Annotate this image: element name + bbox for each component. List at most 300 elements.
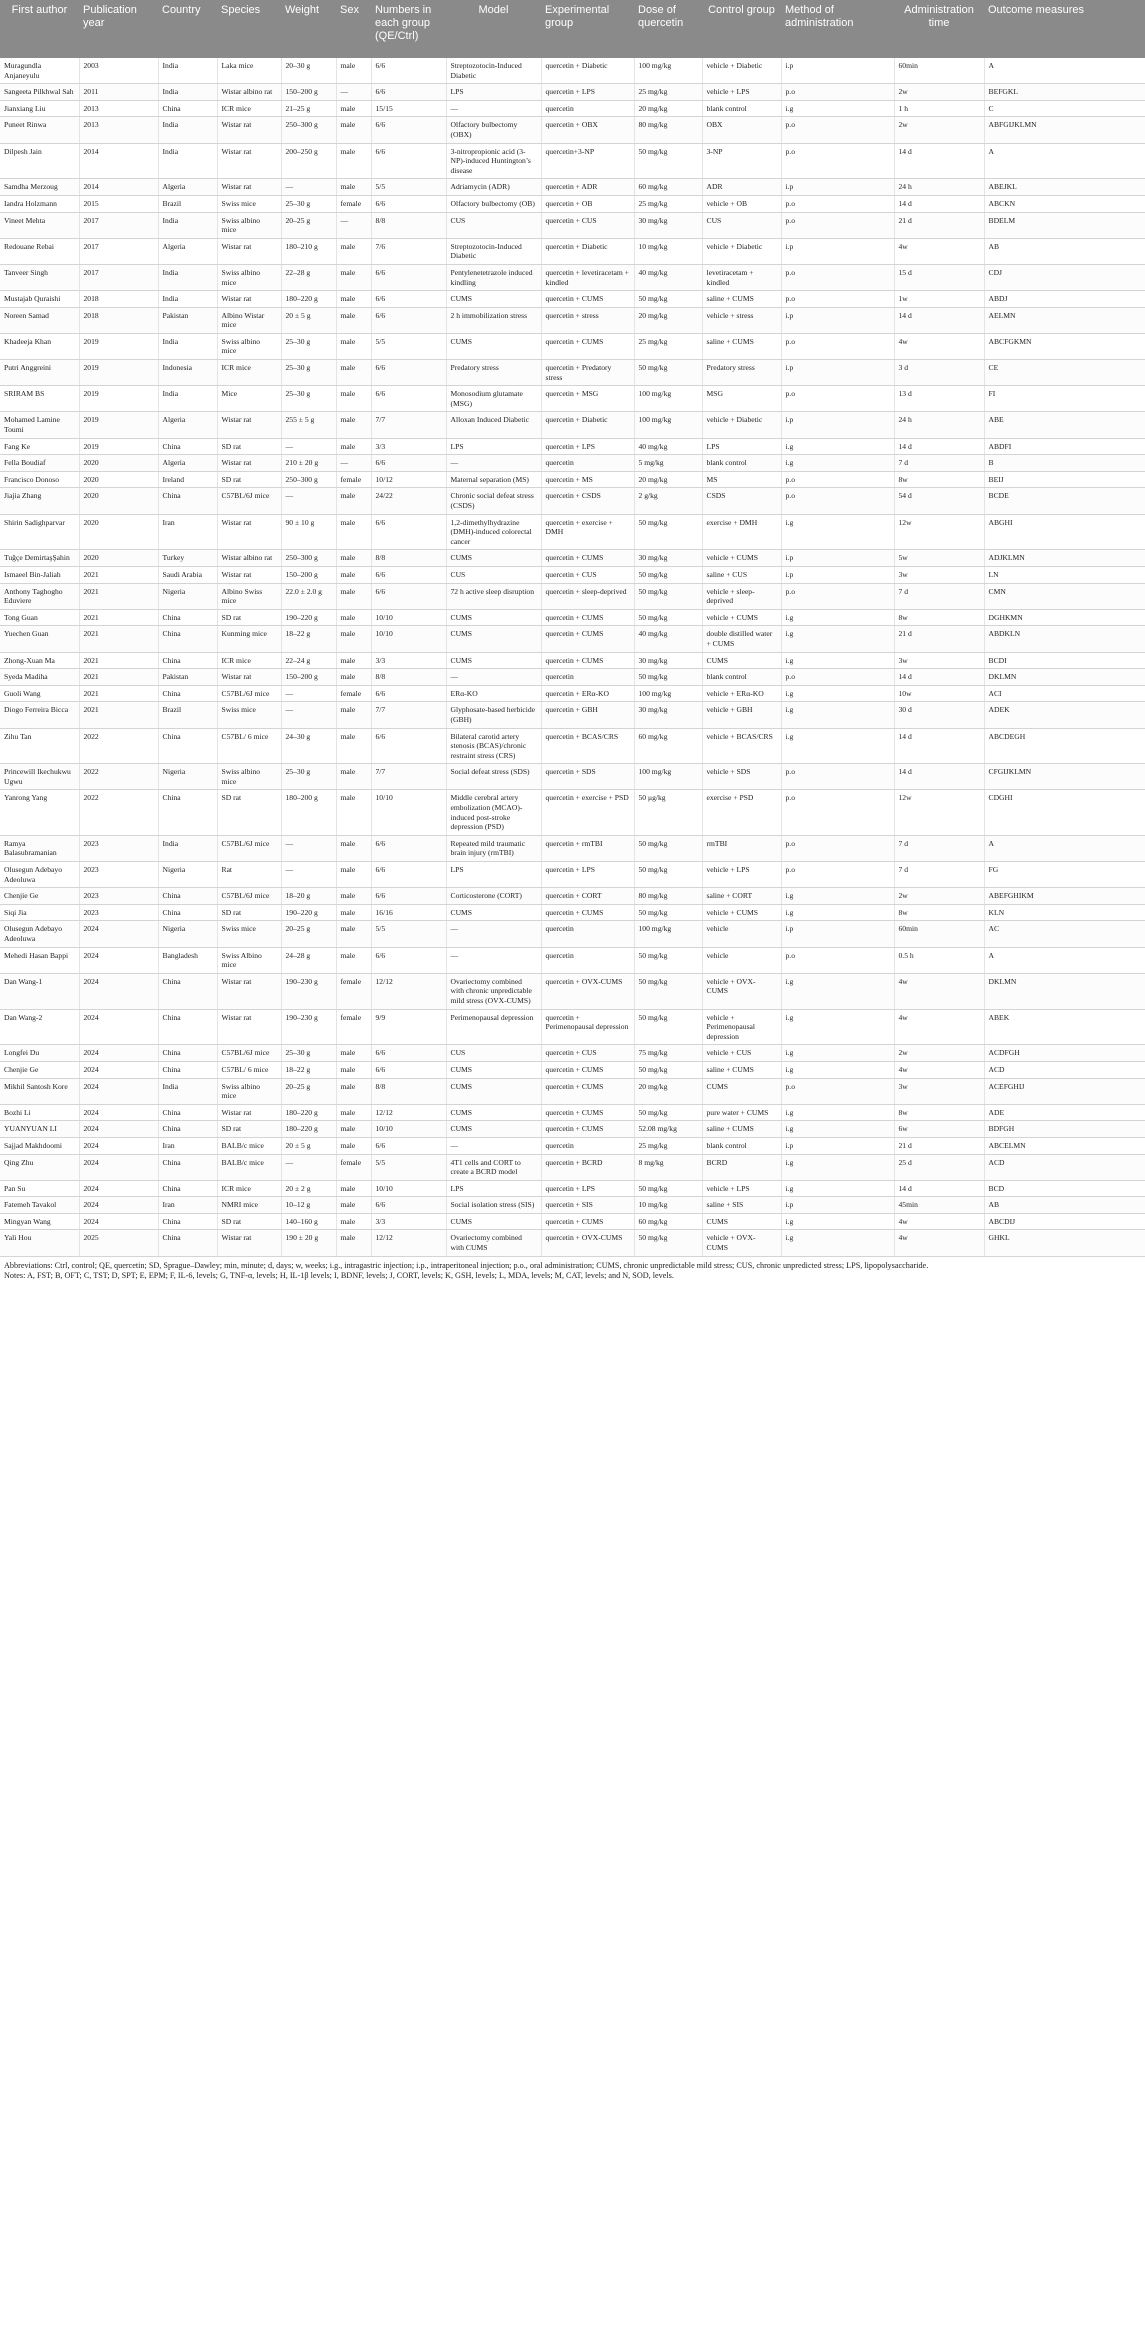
column-header: Outcome measures	[984, 0, 1145, 58]
table-cell: Bangladesh	[158, 947, 217, 973]
table-cell: Wistar rat	[217, 238, 281, 264]
table-cell: 2022	[79, 790, 158, 835]
table-cell: CMN	[984, 583, 1145, 609]
table-cell: 100 mg/kg	[634, 386, 702, 412]
table-cell: OBX	[702, 117, 781, 143]
table-cell: 54 d	[894, 488, 984, 514]
table-cell: 25 mg/kg	[634, 84, 702, 101]
table-cell: male	[336, 669, 371, 686]
table-cell: quercetin + SIS	[541, 1197, 634, 1214]
table-cell: 14 d	[894, 728, 984, 764]
table-cell: vehicle + BCAS/CRS	[702, 728, 781, 764]
table-cell: 18–22 g	[281, 626, 336, 652]
table-row	[0, 58, 1145, 84]
table-cell: 2024	[79, 1009, 158, 1045]
table-cell: quercetin + CUMS	[541, 291, 634, 308]
table-cell: A	[984, 143, 1145, 179]
table-cell: 6/6	[371, 888, 446, 905]
table-cell: Sangeeta Pilkhwal Sah	[0, 84, 79, 101]
table-row	[0, 685, 1145, 702]
table-cell: quercetin + ADR	[541, 179, 634, 196]
table-cell: Wistar albino rat	[217, 550, 281, 567]
table-cell: ACDFGH	[984, 1045, 1145, 1062]
table-cell: Noreen Samad	[0, 307, 79, 333]
column-header: Model	[446, 0, 541, 58]
table-cell: Wistar rat	[217, 412, 281, 438]
table-cell: ABCDEGH	[984, 728, 1145, 764]
table-cell: i.g	[781, 1045, 894, 1062]
table-cell: China	[158, 1121, 217, 1138]
table-cell: Tong Guan	[0, 609, 79, 626]
table-cell: 40 mg/kg	[634, 438, 702, 455]
table-cell: male	[336, 609, 371, 626]
table-cell: CDGHI	[984, 790, 1145, 835]
table-cell: CUMS	[446, 291, 541, 308]
table-cell: ABCELMN	[984, 1137, 1145, 1154]
table-cell: male	[336, 360, 371, 386]
table-row	[0, 179, 1145, 196]
table-cell: quercetin + GBH	[541, 702, 634, 728]
table-row	[0, 471, 1145, 488]
table-cell: p.o	[781, 669, 894, 686]
table-row	[0, 566, 1145, 583]
table-cell: quercetin + OVX-CUMS	[541, 1230, 634, 1256]
table-cell: 6/6	[371, 1137, 446, 1154]
table-cell: 22–28 g	[281, 264, 336, 290]
column-header: Numbers in each group (QE/Ctrl)	[371, 0, 446, 58]
table-cell: Algeria	[158, 179, 217, 196]
table-cell: 250–300 g	[281, 550, 336, 567]
table-cell: male	[336, 412, 371, 438]
table-cell: 25–30 g	[281, 195, 336, 212]
table-cell: quercetin + CUMS	[541, 1104, 634, 1121]
table-cell: 200–250 g	[281, 143, 336, 179]
table-cell: CUS	[446, 212, 541, 238]
table-cell: 30 mg/kg	[634, 212, 702, 238]
table-cell: 60 mg/kg	[634, 728, 702, 764]
table-cell: —	[281, 702, 336, 728]
table-cell: C57BL/6J mice	[217, 888, 281, 905]
table-cell: Indonesia	[158, 360, 217, 386]
table-cell: ERα-KO	[446, 685, 541, 702]
table-cell: i.p	[781, 360, 894, 386]
table-cell: 2019	[79, 333, 158, 359]
table-cell: 2017	[79, 238, 158, 264]
table-cell: quercetin + CUMS	[541, 652, 634, 669]
table-cell: ACD	[984, 1061, 1145, 1078]
table-cell: 6/6	[371, 58, 446, 84]
table-cell: 10/12	[371, 471, 446, 488]
table-cell: saline + CUMS	[702, 1121, 781, 1138]
table-cell: male	[336, 514, 371, 550]
table-cell: 14 d	[894, 438, 984, 455]
table-cell: China	[158, 1061, 217, 1078]
table-cell: 2013	[79, 117, 158, 143]
table-cell: 50 mg/kg	[634, 143, 702, 179]
table-cell: Rat	[217, 862, 281, 888]
table-cell: C57BL/6J mice	[217, 1045, 281, 1062]
table-cell: p.o	[781, 488, 894, 514]
table-row	[0, 514, 1145, 550]
table-cell: ABGHI	[984, 514, 1145, 550]
table-cell: 3/3	[371, 652, 446, 669]
table-cell: quercetin	[541, 669, 634, 686]
table-cell: 25 mg/kg	[634, 195, 702, 212]
table-cell: vehicle	[702, 947, 781, 973]
table-cell: Alloxan Induced Diabetic	[446, 412, 541, 438]
table-cell: 190–220 g	[281, 609, 336, 626]
table-cell: Wistar rat	[217, 566, 281, 583]
table-cell: 4w	[894, 238, 984, 264]
table-cell: ABE	[984, 412, 1145, 438]
table-cell: CUMS	[446, 626, 541, 652]
table-cell: Wistar rat	[217, 179, 281, 196]
table-cell: p.o	[781, 764, 894, 790]
table-cell: 20 ± 2 g	[281, 1180, 336, 1197]
table-cell: SRIRAM BS	[0, 386, 79, 412]
table-cell: i.g	[781, 888, 894, 905]
table-cell: Wistar rat	[217, 1009, 281, 1045]
table-cell: Tanveer Singh	[0, 264, 79, 290]
table-cell: quercetin+3-NP	[541, 143, 634, 179]
table-cell: CUMS	[702, 1078, 781, 1104]
table-cell: China	[158, 652, 217, 669]
table-cell: male	[336, 728, 371, 764]
column-header: Publication year	[79, 0, 158, 58]
table-cell: 2022	[79, 728, 158, 764]
table-cell: Princewill Ikechukwu Ugwu	[0, 764, 79, 790]
table-row	[0, 609, 1145, 626]
table-cell: China	[158, 1180, 217, 1197]
table-row	[0, 1230, 1145, 1256]
table-cell: MSG	[702, 386, 781, 412]
table-cell: i.g	[781, 1121, 894, 1138]
table-cell: ABEFGHIKM	[984, 888, 1145, 905]
table-cell: male	[336, 58, 371, 84]
table-cell: BALB/c mice	[217, 1154, 281, 1180]
table-cell: 2020	[79, 471, 158, 488]
table-cell: India	[158, 143, 217, 179]
table-cell: Pentylenetetrazole induced kindling	[446, 264, 541, 290]
table-cell: 2023	[79, 904, 158, 921]
table-cell: 190–230 g	[281, 1009, 336, 1045]
table-cell: i.g	[781, 626, 894, 652]
table-cell: 50 mg/kg	[634, 1061, 702, 1078]
table-cell: 180–220 g	[281, 1104, 336, 1121]
table-cell: p.o	[781, 862, 894, 888]
table-cell: 4w	[894, 1230, 984, 1256]
table-cell: Vineet Mehta	[0, 212, 79, 238]
table-cell: 6/6	[371, 291, 446, 308]
table-cell: 250–300 g	[281, 471, 336, 488]
table-cell: 6/6	[371, 1197, 446, 1214]
table-cell: Mikhil Santosh Kore	[0, 1078, 79, 1104]
column-header: First author	[0, 0, 79, 58]
table-cell: quercetin + OVX-CUMS	[541, 973, 634, 1009]
table-cell: male	[336, 1197, 371, 1214]
table-cell: 8w	[894, 1104, 984, 1121]
table-cell: 8/8	[371, 212, 446, 238]
table-cell: 10w	[894, 685, 984, 702]
table-cell: 25 mg/kg	[634, 1137, 702, 1154]
table-cell: C57BL/6J mice	[217, 835, 281, 861]
table-cell: i.g	[781, 1061, 894, 1078]
table-cell: 8/8	[371, 550, 446, 567]
table-cell: 25–30 g	[281, 386, 336, 412]
table-cell: Adriamycin (ADR)	[446, 179, 541, 196]
table-cell: ICR mice	[217, 100, 281, 117]
table-row	[0, 728, 1145, 764]
table-cell: 16/16	[371, 904, 446, 921]
table-cell: CUS	[446, 1045, 541, 1062]
table-cell: Puneet Rinwa	[0, 117, 79, 143]
table-cell: 100 mg/kg	[634, 685, 702, 702]
table-cell: i.p	[781, 238, 894, 264]
table-cell: Mehedi Hasan Bappi	[0, 947, 79, 973]
table-cell: 2023	[79, 888, 158, 905]
table-cell: 2011	[79, 84, 158, 101]
table-cell: i.p	[781, 307, 894, 333]
table-cell: 2021	[79, 669, 158, 686]
table-cell: 10/10	[371, 626, 446, 652]
table-cell: 10/10	[371, 790, 446, 835]
table-cell: 6/6	[371, 195, 446, 212]
table-cell: 25–30 g	[281, 360, 336, 386]
table-cell: China	[158, 1230, 217, 1256]
table-cell: 18–20 g	[281, 888, 336, 905]
table-cell: Olfactory bulbectomy (OB)	[446, 195, 541, 212]
table-cell: 72 h active sleep disruption	[446, 583, 541, 609]
table-cell: 4w	[894, 973, 984, 1009]
table-cell: Wistar rat	[217, 973, 281, 1009]
table-cell: CE	[984, 360, 1145, 386]
table-cell: 6/6	[371, 307, 446, 333]
table-cell: 1 h	[894, 100, 984, 117]
table-cell: China	[158, 685, 217, 702]
table-cell: quercetin	[541, 455, 634, 472]
table-cell: i.p	[781, 566, 894, 583]
table-cell: China	[158, 904, 217, 921]
outcome-measures-note: Notes: A, FST; B, OFT; C, TST; D, SPT; E, EPM; F, IL-6, levels; G, TNF-α, levels; H, IL-1β levels; I, BDNF, levels; J, CORT, levels; K, GSH, levels; L, MDA, levels; M, CAT, levels; and N, SOD, levels.	[4, 1270, 674, 1280]
table-cell: quercetin + CUMS	[541, 1121, 634, 1138]
table-cell: SD rat	[217, 438, 281, 455]
table-cell: 100 mg/kg	[634, 764, 702, 790]
table-cell: Syeda Madiha	[0, 669, 79, 686]
table-cell: vehicle + CUMS	[702, 904, 781, 921]
table-cell: 2021	[79, 685, 158, 702]
table-cell: SD rat	[217, 609, 281, 626]
table-cell: quercetin + CUMS	[541, 550, 634, 567]
table-cell: Maternal separation (MS)	[446, 471, 541, 488]
table-row	[0, 238, 1145, 264]
table-cell: ABEK	[984, 1009, 1145, 1045]
table-cell: 50 mg/kg	[634, 360, 702, 386]
table-cell: 190–220 g	[281, 904, 336, 921]
table-cell: male	[336, 179, 371, 196]
table-row	[0, 652, 1145, 669]
table-cell: ABFGIJKLMN	[984, 117, 1145, 143]
table-cell: Muragundla Anjaneyulu	[0, 58, 79, 84]
table-cell: i.g	[781, 455, 894, 472]
table-cell: 2w	[894, 1045, 984, 1062]
table-cell: 50 mg/kg	[634, 1104, 702, 1121]
table-cell: Ramya Balasubramanian	[0, 835, 79, 861]
table-cell: Wistar rat	[217, 291, 281, 308]
table-cell: 2019	[79, 412, 158, 438]
table-cell: Kunming mice	[217, 626, 281, 652]
table-cell: DKLMN	[984, 669, 1145, 686]
table-cell: Fella Boudiaf	[0, 455, 79, 472]
table-cell: Social defeat stress (SDS)	[446, 764, 541, 790]
table-cell: quercetin + Diabetic	[541, 58, 634, 84]
table-cell: quercetin	[541, 100, 634, 117]
table-cell: CUS	[702, 212, 781, 238]
table-cell: Wistar rat	[217, 117, 281, 143]
table-cell: 9/9	[371, 1009, 446, 1045]
table-cell: Wistar rat	[217, 455, 281, 472]
table-cell: 2024	[79, 1180, 158, 1197]
table-cell: Algeria	[158, 455, 217, 472]
table-cell: 140–160 g	[281, 1213, 336, 1230]
table-cell: Olusegun Adebayo Adeoluwa	[0, 921, 79, 947]
table-cell: saline + CUS	[702, 566, 781, 583]
table-cell: quercetin + CUMS	[541, 904, 634, 921]
table-cell: i.g	[781, 728, 894, 764]
table-cell: 250–300 g	[281, 117, 336, 143]
table-cell: p.o	[781, 471, 894, 488]
table-cell: 52.08 mg/kg	[634, 1121, 702, 1138]
table-cell: FI	[984, 386, 1145, 412]
table-cell: i.g	[781, 1009, 894, 1045]
table-cell: 50 mg/kg	[634, 514, 702, 550]
table-cell: 50 mg/kg	[634, 904, 702, 921]
table-row	[0, 488, 1145, 514]
table-cell: DKLMN	[984, 973, 1145, 1009]
table-cell: ABDKLN	[984, 626, 1145, 652]
table-cell: i.g	[781, 609, 894, 626]
table-cell: —	[336, 212, 371, 238]
table-cell: 2018	[79, 291, 158, 308]
table-cell: 20 mg/kg	[634, 1078, 702, 1104]
table-cell: Algeria	[158, 412, 217, 438]
table-cell: 7 d	[894, 835, 984, 861]
table-cell: Iran	[158, 1137, 217, 1154]
table-cell: 6/6	[371, 685, 446, 702]
table-cell: Nigeria	[158, 862, 217, 888]
table-cell: p.o	[781, 117, 894, 143]
table-cell: 50 mg/kg	[634, 669, 702, 686]
table-cell: 2021	[79, 583, 158, 609]
table-cell: LPS	[446, 438, 541, 455]
table-cell: 3/3	[371, 438, 446, 455]
table-cell: quercetin + CUS	[541, 566, 634, 583]
table-cell: Mice	[217, 386, 281, 412]
table-cell: quercetin + LPS	[541, 1180, 634, 1197]
table-cell: 255 ± 5 g	[281, 412, 336, 438]
table-cell: ICR mice	[217, 360, 281, 386]
table-cell: 180–210 g	[281, 238, 336, 264]
table-cell: 0.5 h	[894, 947, 984, 973]
table-cell: 8/8	[371, 669, 446, 686]
table-cell: quercetin + Diabetic	[541, 238, 634, 264]
table-cell: 10 mg/kg	[634, 238, 702, 264]
table-cell: Wistar rat	[217, 669, 281, 686]
table-cell: FG	[984, 862, 1145, 888]
table-cell: 22.0 ± 2.0 g	[281, 583, 336, 609]
table-cell: Swiss Albino mice	[217, 947, 281, 973]
table-cell: Iran	[158, 1197, 217, 1214]
table-row	[0, 973, 1145, 1009]
table-cell: p.o	[781, 195, 894, 212]
table-row	[0, 1009, 1145, 1045]
table-cell: Repeated mild traumatic brain injury (rmTBI)	[446, 835, 541, 861]
table-cell: 2024	[79, 1078, 158, 1104]
table-cell: CUMS	[446, 904, 541, 921]
table-cell: quercetin + CUMS	[541, 626, 634, 652]
table-cell: 180–220 g	[281, 291, 336, 308]
table-cell: 7/7	[371, 702, 446, 728]
table-cell: 45min	[894, 1197, 984, 1214]
table-cell: A	[984, 58, 1145, 84]
table-cell: 2021	[79, 609, 158, 626]
table-cell: vehicle + CUS	[702, 1045, 781, 1062]
table-cell: quercetin + MSG	[541, 386, 634, 412]
table-cell: 25–30 g	[281, 764, 336, 790]
table-cell: —	[336, 84, 371, 101]
table-cell: 7/6	[371, 238, 446, 264]
table-cell: Swiss mice	[217, 702, 281, 728]
table-cell: 2018	[79, 307, 158, 333]
table-cell: 2024	[79, 1154, 158, 1180]
table-cell: p.o	[781, 84, 894, 101]
table-row	[0, 583, 1145, 609]
table-cell: p.o	[781, 386, 894, 412]
table-cell: ACEFGHIJ	[984, 1078, 1145, 1104]
table-cell: i.p	[781, 1197, 894, 1214]
table-cell: 3w	[894, 652, 984, 669]
table-cell: quercetin + BCAS/CRS	[541, 728, 634, 764]
table-cell: 8w	[894, 609, 984, 626]
table-cell: CUMS	[446, 333, 541, 359]
table-cell: p.o	[781, 264, 894, 290]
table-cell: 30 mg/kg	[634, 702, 702, 728]
table-cell: male	[336, 238, 371, 264]
table-row	[0, 550, 1145, 567]
table-cell: male	[336, 1230, 371, 1256]
table-cell: male	[336, 100, 371, 117]
table-cell: quercetin + sleep-deprived	[541, 583, 634, 609]
table-row	[0, 333, 1145, 359]
table-cell: p.o	[781, 790, 894, 835]
table-cell: 10/10	[371, 1180, 446, 1197]
table-cell: 24–30 g	[281, 728, 336, 764]
table-cell: 6/6	[371, 360, 446, 386]
table-cell: A	[984, 835, 1145, 861]
table-cell: 24 h	[894, 412, 984, 438]
table-cell: Pan Su	[0, 1180, 79, 1197]
table-cell: 2024	[79, 1121, 158, 1138]
table-cell: —	[281, 835, 336, 861]
table-cell: vehicle + CUMS	[702, 550, 781, 567]
table-cell: Wistar albino rat	[217, 84, 281, 101]
table-cell: China	[158, 888, 217, 905]
table-cell: male	[336, 904, 371, 921]
table-cell: female	[336, 685, 371, 702]
table-cell: i.p	[781, 921, 894, 947]
table-cell: 3-nitropropionic acid (3-NP)-induced Huntington’s disease	[446, 143, 541, 179]
table-cell: India	[158, 264, 217, 290]
table-cell: ABDFI	[984, 438, 1145, 455]
